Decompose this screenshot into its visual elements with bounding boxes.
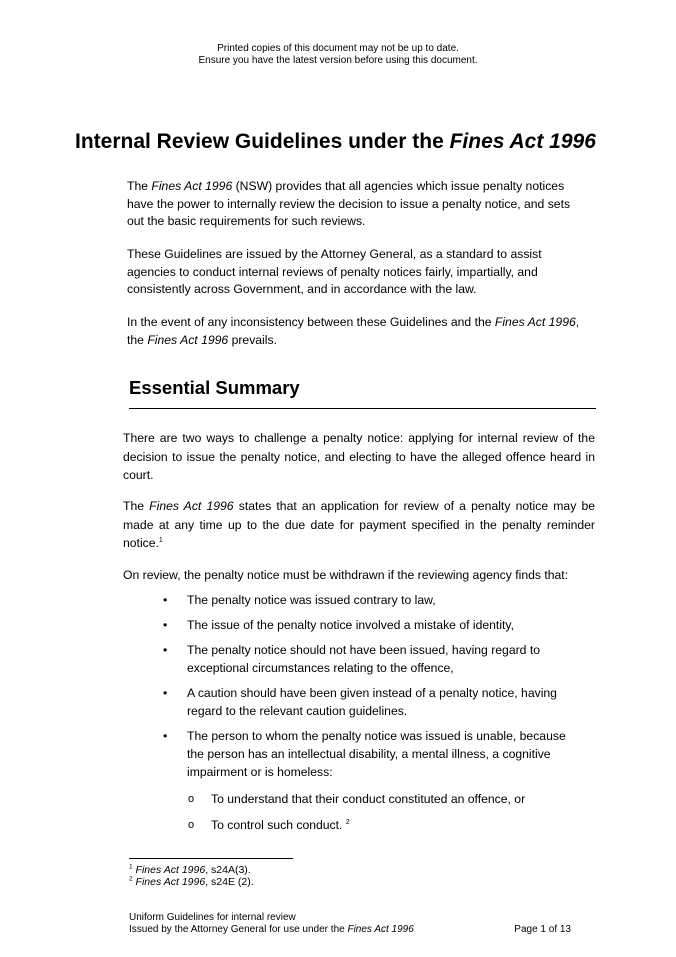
circle-bullet-icon: o	[188, 819, 195, 831]
summary-p1-text: There are two ways to challenge a penalty notice: applying for internal review of the decision to issue the penalty notice, and electing to have the alleged offence heard in court.	[123, 431, 595, 482]
summary-paragraph-3	[123, 566, 595, 585]
footer-line-2	[129, 924, 571, 936]
footnotes	[129, 864, 254, 888]
header-notice-line-2: Ensure you have the latest version before using this document.	[198, 55, 478, 66]
footer-line-1: Uniform Guidelines for internal review	[129, 912, 296, 923]
footnote-2	[129, 876, 254, 888]
list-item	[163, 641, 583, 677]
footnote-italic: Fines Act 1996	[135, 864, 206, 876]
sub-list-item	[186, 816, 566, 834]
document-title	[75, 128, 596, 156]
sub-bullet-list	[186, 790, 566, 842]
bullet-text: The person to whom the penalty notice was issued is unable, because the person has an intellectual disability, a mental illness, a cognitive impairment or is homeless:	[187, 729, 566, 779]
bullet-icon: •	[163, 729, 168, 743]
section-heading: Essential Summary	[129, 377, 300, 398]
footnote-ref-1: 1	[158, 536, 163, 544]
footer-line-2-pre: Issued by the Attorney General for use under the	[129, 924, 348, 935]
list-item	[163, 727, 583, 781]
footnote-1	[129, 864, 254, 876]
footnote-number: 2	[129, 875, 133, 883]
bullet-icon: •	[163, 686, 168, 700]
footnote-divider	[129, 858, 293, 859]
intro-p1-italic: Fines Act 1996	[151, 179, 233, 193]
header-notice	[0, 43, 676, 67]
bullet-icon: •	[163, 643, 168, 657]
summary-paragraph-1	[123, 429, 595, 485]
page-number: Page 1 of 13	[514, 924, 571, 935]
list-item	[163, 616, 583, 634]
summary-p3-text: On review, the penalty notice must be withdrawn if the reviewing agency finds that:	[123, 568, 569, 582]
footnote-rest: , s24E (2).	[205, 876, 254, 888]
bullet-text: A caution should have been given instead of a penalty notice, having regard to the relevant caution guidelines.	[187, 686, 557, 718]
intro-p1-pre: The	[127, 179, 152, 193]
sub-bullet-text: To control such conduct.	[211, 818, 346, 832]
section-divider	[129, 408, 596, 409]
footer-line-2-italic: Fines Act 1996	[347, 924, 414, 935]
intro-p3-pre: In the event of any inconsistency between these Guidelines and the	[127, 315, 495, 329]
summary-paragraph-2	[123, 497, 595, 553]
intro-paragraph-2	[127, 246, 582, 299]
intro-p3-italic-1: Fines Act 1996	[494, 315, 576, 329]
intro-p3-italic-2: Fines Act 1996	[147, 332, 229, 347]
document-title-italic: Fines Act 1996	[449, 130, 596, 153]
sub-bullet-text: To understand that their conduct constituted an offence, or	[211, 792, 526, 806]
bullet-icon: •	[163, 618, 168, 632]
intro-paragraph-3	[127, 314, 582, 349]
summary-p2-post: states that an application for review of a penalty notice may be made at any time up to the due date for payment specified in the penalty reminder notice.	[123, 499, 596, 550]
bullet-text: The penalty notice was issued contrary to law,	[187, 593, 436, 607]
document-title-main: Internal Review Guidelines under the	[75, 130, 450, 153]
footnote-rest: , s24A(3).	[205, 864, 251, 876]
bullet-list	[163, 591, 583, 788]
summary-p2-italic: Fines Act 1996	[149, 499, 234, 513]
sub-list-item	[186, 790, 566, 808]
footnote-italic: Fines Act 1996	[135, 876, 206, 888]
footnote-number: 1	[129, 863, 133, 871]
intro-p3-post: prevails.	[228, 332, 277, 347]
bullet-icon: •	[163, 593, 168, 607]
list-item	[163, 591, 583, 609]
list-item	[163, 684, 583, 720]
intro-paragraph-1	[127, 178, 582, 231]
bullet-text: The penalty notice should not have been issued, having regard to exceptional circumstances relating to the offence,	[187, 643, 541, 675]
intro-p1-post: (NSW) provides that all agencies which issue penalty notices have the power to internally review the decision to issue a penalty notice, and sets out the basic requirements for such reviews.	[127, 179, 571, 228]
footnote-ref-2: 2	[345, 818, 350, 826]
bullet-text: The issue of the penalty notice involved a mistake of identity,	[187, 618, 514, 632]
intro-p3-mid: , the	[127, 315, 580, 347]
intro-p2-text: These Guidelines are issued by the Attorney General, as a standard to assist agencies to conduct internal reviews of penalty notices fairly, impartially, and consistently across Government, and in accordance with the law.	[127, 247, 542, 296]
circle-bullet-icon: o	[188, 793, 195, 805]
summary-p2-pre: The	[123, 499, 150, 513]
header-notice-line-1: Printed copies of this document may not be up to date.	[217, 43, 459, 54]
